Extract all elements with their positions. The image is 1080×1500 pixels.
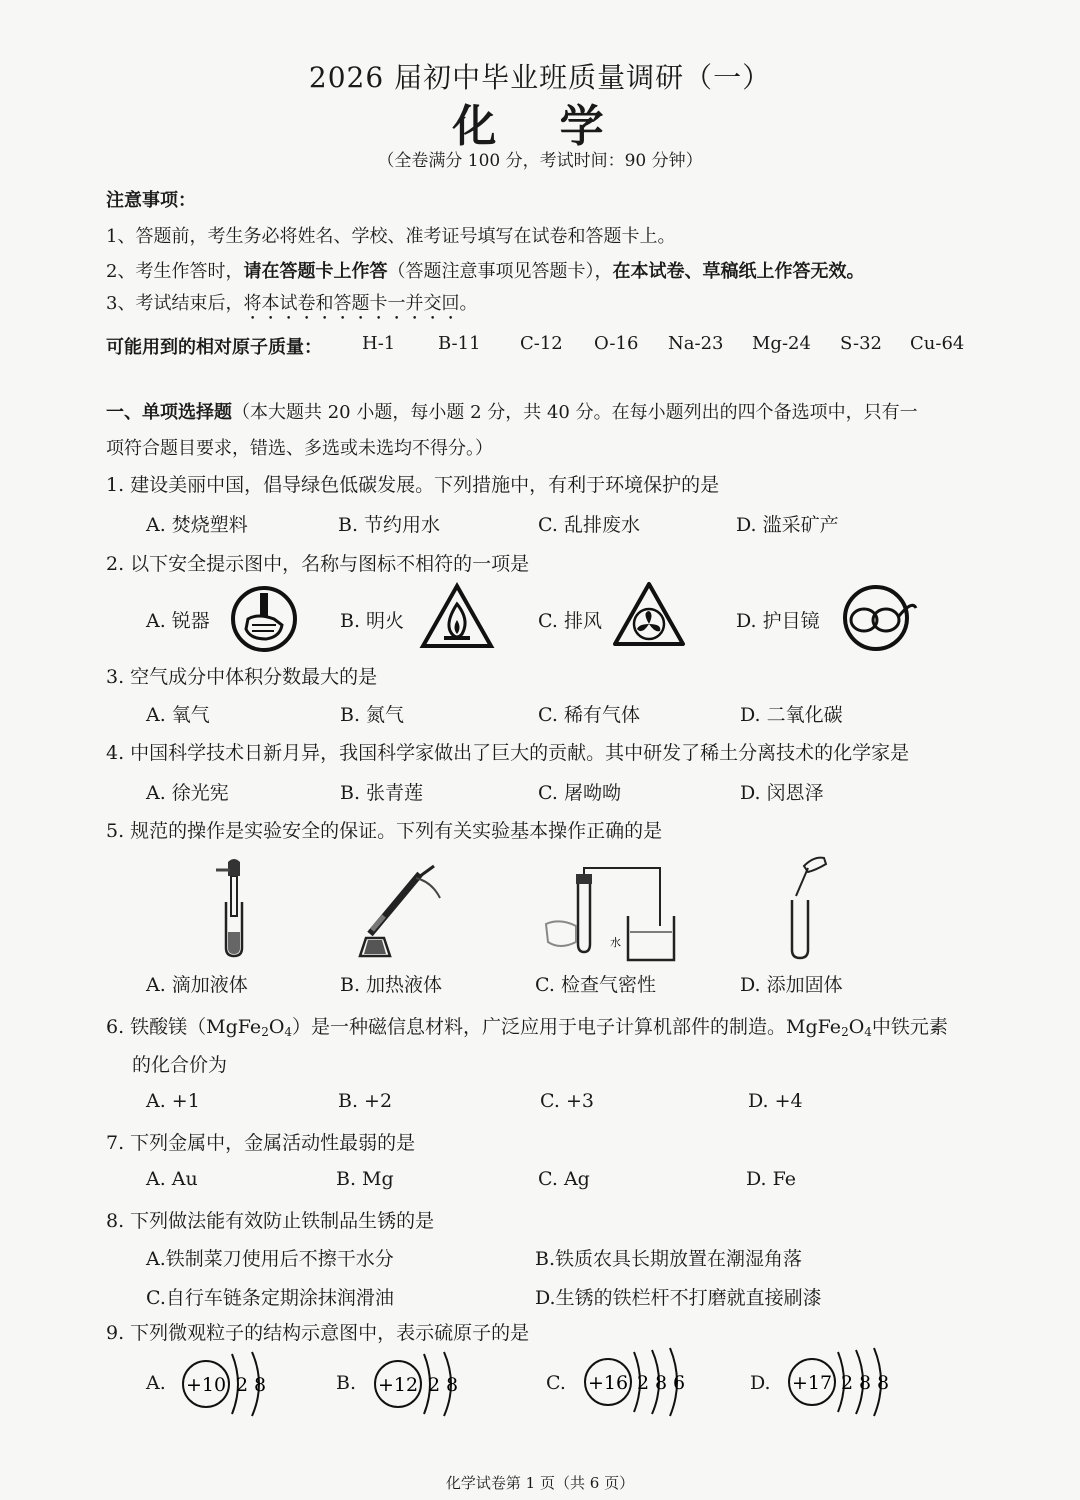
notice-item-3 <box>106 289 477 324</box>
section-heading <box>106 398 918 424</box>
shell-c-3: 6 <box>672 1372 686 1394</box>
q2-stem: 2. 以下安全提示图中，名称与图标不相符的一项是 <box>106 553 530 575</box>
shell-c-1: 2 <box>636 1372 650 1394</box>
notice-item-2-part1: 2、考生作答时， <box>106 261 244 282</box>
q4-option-a: A. 徐光宪 <box>146 782 229 804</box>
shell-d-3: 8 <box>876 1372 890 1394</box>
q6-mid-2: O <box>848 1016 865 1038</box>
q1-option-d: D. 滥采矿产 <box>736 514 839 536</box>
q8-option-b: B.铁质农具长期放置在潮湿角落 <box>535 1248 803 1270</box>
q1-stem: 1. 建设美丽中国，倡导绿色低碳发展。下列措施中，有利于环境保护的是 <box>106 474 720 496</box>
q6-option-a: A. +1 <box>146 1090 200 1112</box>
section-desc-2: 项符合题目要求，错选、多选或未选均不得分。） <box>106 438 493 459</box>
exam-title: 2026 届初中毕业班质量调研（一） <box>308 61 772 94</box>
shell-d-2: 8 <box>858 1372 872 1394</box>
shell-c-2: 8 <box>654 1372 668 1394</box>
q2-option-a: A. 锐器 <box>146 610 210 632</box>
notice-item-2 <box>106 257 864 283</box>
heating-liquid-illustration <box>350 860 450 960</box>
notice-item-3-end: 。 <box>459 293 478 314</box>
shell-d-1: 2 <box>840 1372 854 1394</box>
q5-option-d: D. 添加固体 <box>740 974 843 996</box>
q6-stem-c: 中铁元素 <box>871 1016 948 1038</box>
nucleus-a: +10 <box>185 1374 227 1396</box>
q6-sub-1: 2 <box>261 1025 269 1039</box>
gas-tightness-check-illustration <box>540 866 680 964</box>
nucleus-b: +12 <box>377 1374 419 1396</box>
q6-option-b: B. +2 <box>338 1090 393 1112</box>
q4-option-d: D. 闵恩泽 <box>740 782 824 804</box>
q6-option-c: C. +3 <box>540 1090 594 1112</box>
atomic-mass-cu: Cu-64 <box>910 333 965 354</box>
q3-option-b: B. 氮气 <box>340 704 405 726</box>
q6-mid-1: O <box>268 1016 285 1038</box>
q2-option-d: D. 护目镜 <box>736 610 820 632</box>
q7-option-c: C. Ag <box>538 1168 590 1190</box>
q6-stem <box>106 1012 948 1039</box>
q9-option-d: D. <box>750 1372 771 1394</box>
q6-sub-2: 4 <box>284 1025 293 1039</box>
atomic-mass-h: H-1 <box>362 333 396 354</box>
q6-sub-4: 4 <box>864 1025 872 1039</box>
q8-option-a: A.铁制菜刀使用后不擦干水分 <box>146 1248 394 1270</box>
sharp-objects-icon <box>230 585 298 653</box>
q6-stem-a: 6. 铁酸镁（MgFe <box>106 1016 262 1038</box>
q8-option-c: C.自行车链条定期涂抹润滑油 <box>146 1287 394 1309</box>
q1-option-b: B. 节约用水 <box>338 514 441 536</box>
shell-a-1: 2 <box>235 1374 249 1396</box>
atomic-mass-s: S-32 <box>840 333 882 354</box>
subject-title: 化 学 <box>452 101 628 152</box>
dropper-test-tube-illustration <box>210 856 260 960</box>
exam-meta: （全卷满分 100 分，考试时间：90 分钟） <box>377 151 703 171</box>
notice-item-3-part1: 3、考试结束后， <box>106 293 244 314</box>
atom-structure-diagram-a <box>180 1348 280 1420</box>
notice-item-2-bold: 请在答题卡上作答 <box>243 261 388 282</box>
shell-a-2: 8 <box>253 1374 267 1396</box>
q8-stem: 8. 下列做法能有效防止铁制品生锈的是 <box>106 1210 435 1232</box>
q3-stem: 3. 空气成分中体积分数最大的是 <box>106 666 378 688</box>
q5-option-c: C. 检查气密性 <box>535 974 656 996</box>
water-label: 水 <box>610 936 621 949</box>
notice-item-2-part2: （答题注意事项见答题卡）， <box>387 261 613 282</box>
q4-option-c: C. 屠呦呦 <box>538 782 621 804</box>
ventilation-fan-icon <box>612 580 686 648</box>
nucleus-c: +16 <box>587 1372 629 1394</box>
atomic-mass-o: O-16 <box>594 333 639 354</box>
q9-option-b: B. <box>336 1372 357 1394</box>
shell-b-1: 2 <box>427 1374 441 1396</box>
goggles-icon <box>842 582 922 650</box>
q5-option-b: B. 加热液体 <box>340 974 443 996</box>
q8-option-d: D.生锈的铁栏杆不打磨就直接刷漆 <box>535 1287 822 1309</box>
q5-stem: 5. 规范的操作是实验安全的保证。下列有关实验基本操作正确的是 <box>106 820 663 842</box>
q7-option-b: B. Mg <box>336 1168 394 1190</box>
atom-structure-diagram-d <box>786 1346 906 1420</box>
notice-heading: 注意事项： <box>106 190 196 211</box>
q6-stem-line2: 的化合价为 <box>132 1054 228 1076</box>
q7-option-a: A. Au <box>146 1168 198 1190</box>
q1-option-c: C. 乱排废水 <box>538 514 640 536</box>
q9-option-c: C. <box>546 1372 566 1394</box>
notice-item-1: 1、答题前，考生务必将姓名、学校、准考证号填写在试卷和答题卡上。 <box>106 226 676 247</box>
q5-option-a: A. 滴加液体 <box>146 974 248 996</box>
q9-option-a: A. <box>146 1372 166 1394</box>
q4-option-b: B. 张青莲 <box>340 782 424 804</box>
q1-option-a: A. 焚烧塑料 <box>146 514 248 536</box>
nucleus-d: +17 <box>791 1372 833 1394</box>
atomic-mass-label: 可能用到的相对原子质量： <box>106 337 322 358</box>
atomic-mass-b: B-11 <box>438 333 481 354</box>
q4-stem: 4. 中国科学技术日新月异，我国科学家做出了巨大的贡献。其中研发了稀土分离技术的化学家是 <box>106 742 910 764</box>
q3-option-d: D. 二氧化碳 <box>740 704 843 726</box>
q6-sub-3: 2 <box>841 1025 849 1039</box>
notice-item-2-bold2: 在本试卷、草稿纸上作答无效。 <box>612 261 865 282</box>
q2-option-b: B. 明火 <box>340 610 405 632</box>
q6-option-d: D. +4 <box>748 1090 803 1112</box>
q3-option-c: C. 稀有气体 <box>538 704 640 726</box>
atomic-mass-na: Na-23 <box>668 333 724 354</box>
open-flame-icon <box>420 582 494 650</box>
q2-option-c: C. 排风 <box>538 610 602 632</box>
q3-option-a: A. 氧气 <box>146 704 210 726</box>
shell-b-2: 8 <box>445 1374 459 1396</box>
atom-structure-diagram-b <box>372 1348 472 1420</box>
q7-stem: 7. 下列金属中，金属活动性最弱的是 <box>106 1132 416 1154</box>
q7-option-d: D. Fe <box>746 1168 797 1190</box>
page-footer: 化学试卷第 1 页（共 6 页） <box>445 1474 635 1492</box>
adding-solid-illustration <box>780 852 840 964</box>
q6-stem-b: ）是一种磁信息材料，广泛应用于电子计算机部件的制造。MgFe <box>292 1016 842 1038</box>
q9-stem: 9. 下列微观粒子的结构示意图中，表示硫原子的是 <box>106 1322 530 1344</box>
notice-item-3-emph: 将本试卷和答题卡一并交回 <box>243 293 460 314</box>
atom-structure-diagram-c <box>582 1346 702 1420</box>
atomic-mass-c: C-12 <box>520 333 563 354</box>
section-title: 一、单项选择题 <box>106 402 232 423</box>
atomic-mass-mg: Mg-24 <box>752 333 811 354</box>
section-desc-1: （本大题共 20 小题，每小题 2 分，共 40 分。在每小题列出的四个备选项中，只有一 <box>232 402 918 423</box>
